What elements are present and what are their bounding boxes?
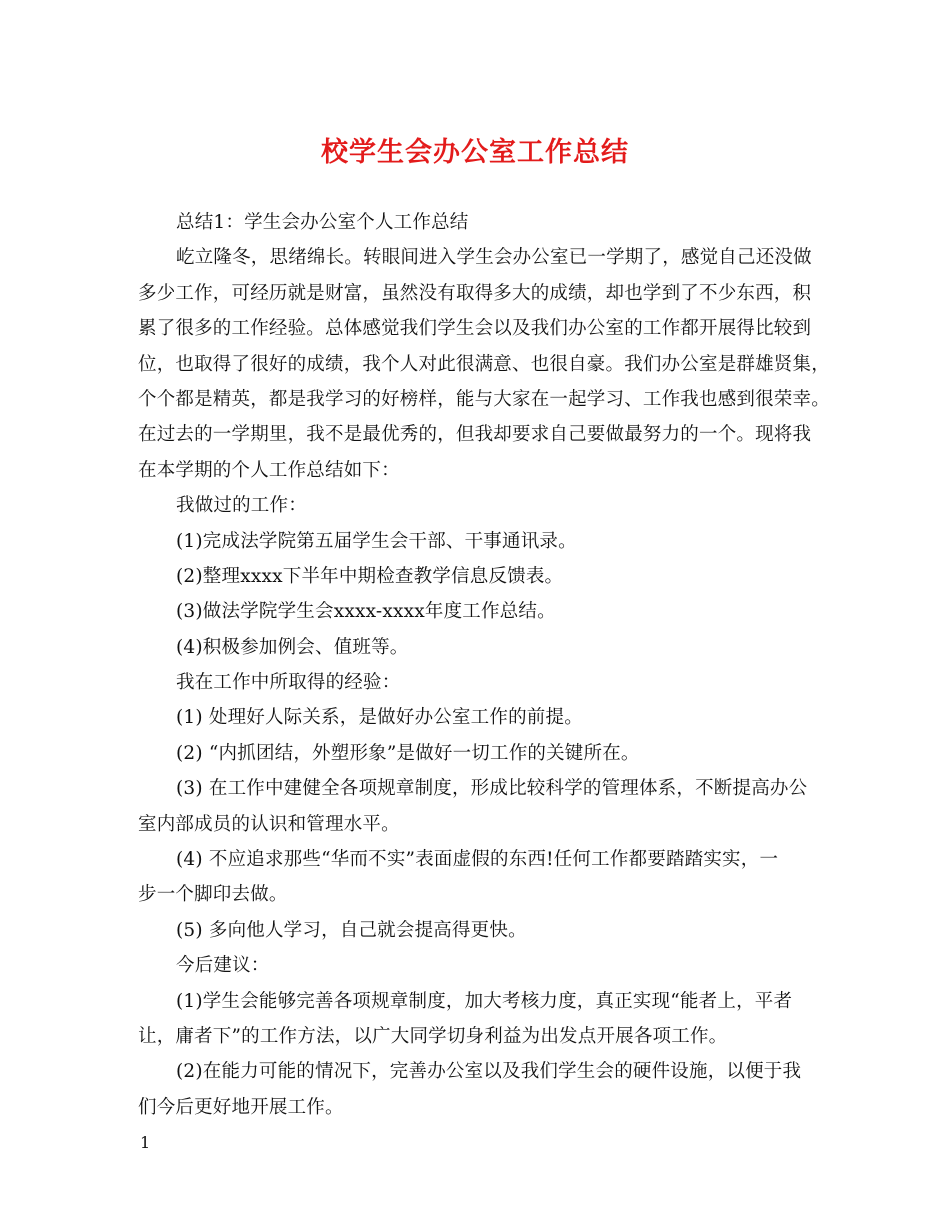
text-line: 屹立隆冬，思绪绵长。转眼间进入学生会办公室已一学期了，感觉自己还没做 bbox=[176, 247, 812, 269]
paragraph bbox=[138, 1054, 818, 1125]
text-line: 累了很多的工作经验。总体感觉我们学生会以及我们办公室的工作都开展得比较到 bbox=[138, 318, 812, 340]
text-line: (2)整理xxxx下半年中期检查教学信息反馈表。 bbox=[176, 565, 564, 587]
text-line: (4)积极参加例会、值班等。 bbox=[176, 636, 409, 658]
paragraph bbox=[138, 771, 818, 842]
paragraph bbox=[138, 205, 818, 240]
paragraph bbox=[138, 240, 830, 488]
paragraph bbox=[138, 913, 818, 948]
text-line: 我做过的工作： bbox=[176, 495, 307, 517]
paragraph bbox=[138, 700, 818, 735]
text-line: (2)在能力可能的情况下，完善办公室以及我们学生会的硬件设施，以便于我 bbox=[176, 1061, 802, 1083]
text-line: (1)完成法学院第五届学生会干部、干事通讯录。 bbox=[176, 530, 577, 552]
paragraph bbox=[138, 630, 818, 665]
text-line: (4) 不应追求那些“华而不实”表面虚假的东西!任何工作都要踏踏实实，一 bbox=[176, 849, 779, 871]
text-line: (3) 在工作中建健全各项规章制度，形成比较科学的管理体系，不断提高办公 bbox=[176, 778, 808, 800]
text-line: 多少工作，可经历就是财富，虽然没有取得多大的成绩，却也学到了不少东西，积 bbox=[138, 282, 812, 304]
text-line: 步一个脚印去做。 bbox=[138, 884, 288, 906]
text-line: 在过去的一学期里，我不是最优秀的，但我却要求自己要做最努力的一个。现将我 bbox=[138, 424, 812, 446]
text-line: (1) 处理好人际关系，是做好办公室工作的前提。 bbox=[176, 707, 583, 729]
text-line: (5) 多向他人学习，自己就会提高得更快。 bbox=[176, 919, 527, 941]
paragraph bbox=[138, 665, 818, 700]
paragraph bbox=[138, 948, 818, 983]
text-line: (2) “内抓团结，外塑形象”是做好一切工作的关键所在。 bbox=[176, 742, 640, 764]
text-line: 我在工作中所取得的经验： bbox=[176, 672, 401, 694]
paragraph bbox=[138, 488, 818, 523]
text-line: 们今后更好地开展工作。 bbox=[138, 1096, 344, 1118]
document-title: 校学生会办公室工作总结 bbox=[321, 137, 629, 168]
text-line: 总结1：学生会办公室个人工作总结 bbox=[176, 212, 469, 233]
paragraph bbox=[138, 594, 818, 629]
text-line: 位，也取得了很好的成绩，我个人对此很满意、也很自豪。我们办公室是群雄贤集， bbox=[138, 353, 830, 375]
document-body bbox=[138, 205, 830, 1125]
paragraph bbox=[138, 984, 818, 1055]
paragraph bbox=[138, 559, 818, 594]
text-line: 今后建议： bbox=[176, 955, 270, 977]
text-line: 在本学期的个人工作总结如下： bbox=[138, 459, 400, 481]
paragraph bbox=[138, 524, 818, 559]
paragraph bbox=[138, 842, 818, 913]
page-number: 1 bbox=[140, 1133, 151, 1152]
text-line: (3)做法学院学生会xxxx-xxxx年度工作总结。 bbox=[176, 601, 556, 623]
text-line: 个个都是精英，都是我学习的好榜样，能与大家在一起学习、工作我也感到很荣幸。 bbox=[138, 388, 830, 410]
text-line: (1)学生会能够完善各项规章制度，加大考核力度，真正实现“能者上，平者 bbox=[176, 990, 793, 1012]
paragraph bbox=[138, 736, 818, 771]
text-line: 让，庸者下”的工作方法，以广大同学切身利益为出发点开展各项工作。 bbox=[138, 1025, 728, 1047]
text-line: 室内部成员的认识和管理水平。 bbox=[138, 813, 400, 835]
